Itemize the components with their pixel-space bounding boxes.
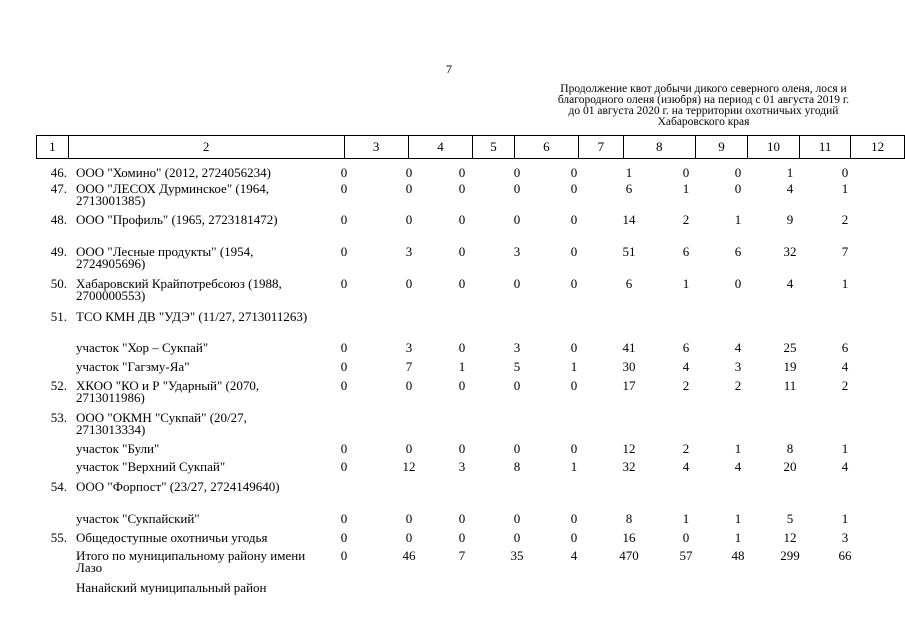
value-cell: 20	[783, 459, 797, 474]
value-cell: 470	[619, 548, 639, 563]
row-name: ООО "Профиль" (1965, 2723181472)	[76, 212, 278, 227]
value-cell: 4	[734, 459, 742, 474]
value-cell: 3	[513, 244, 521, 259]
value-cell: 0	[458, 181, 466, 196]
value-cell: 7	[458, 548, 466, 563]
value-cell: 0	[458, 340, 466, 355]
value-cell: 1	[570, 359, 578, 374]
value-cell: 0	[458, 276, 466, 291]
value-cell: 51	[622, 244, 636, 259]
value-cell: 5	[513, 359, 521, 374]
value-cell: 35	[510, 548, 524, 563]
row-name: участок "Були"	[76, 441, 160, 456]
value-cell: 0	[405, 441, 413, 456]
row-name: Нанайский муниципальный район	[76, 580, 267, 595]
value-cell: 3	[405, 340, 413, 355]
value-cell: 3	[513, 340, 521, 355]
value-cell: 0	[340, 276, 348, 291]
row-name: участок "Гагзму-Яа"	[76, 359, 190, 374]
column-number-cell: 12	[851, 136, 905, 159]
row-name: участок "Хор – Сукпай"	[76, 340, 209, 355]
row-number: 53.	[50, 410, 67, 425]
value-cell: 0	[570, 181, 578, 196]
value-cell: 0	[405, 212, 413, 227]
value-cell: 4	[841, 359, 849, 374]
heading-line: благородного оленя (изюбря) на период с 01 августа 2019 г.	[557, 94, 850, 106]
row-number: 55.	[50, 530, 67, 545]
value-cell: 3	[734, 359, 742, 374]
value-cell: 3	[458, 459, 466, 474]
value-cell: 0	[734, 276, 742, 291]
value-cell: 0	[340, 511, 348, 526]
value-cell: 48	[731, 548, 745, 563]
value-cell: 0	[340, 441, 348, 456]
value-cell: 2	[841, 212, 849, 227]
row-number: 51.	[50, 309, 67, 324]
value-cell: 6	[734, 244, 742, 259]
value-cell: 2	[682, 212, 690, 227]
value-cell: 2	[682, 378, 690, 393]
value-cell: 0	[841, 165, 849, 180]
value-cell: 41	[622, 340, 636, 355]
value-cell: 2	[841, 378, 849, 393]
value-cell: 0	[405, 276, 413, 291]
column-number-cell: 7	[579, 136, 624, 159]
value-cell: 4	[570, 548, 578, 563]
row-name: Общедоступные охотничьи угодья	[76, 530, 268, 545]
value-cell: 0	[734, 165, 742, 180]
value-cell: 0	[458, 212, 466, 227]
value-cell: 0	[458, 244, 466, 259]
value-cell: 0	[513, 511, 521, 526]
row-number: 46.	[50, 165, 67, 180]
value-cell: 57	[679, 548, 693, 563]
value-cell: 0	[340, 244, 348, 259]
column-number-cell: 9	[695, 136, 747, 159]
value-cell: 0	[340, 340, 348, 355]
value-cell: 4	[841, 459, 849, 474]
row-number: 52.	[50, 378, 67, 393]
value-cell: 0	[513, 378, 521, 393]
value-cell: 2	[682, 441, 690, 456]
value-cell: 0	[340, 181, 348, 196]
column-number-cell: 5	[473, 136, 515, 159]
value-cell: 8	[786, 441, 794, 456]
column-number-cell: 8	[623, 136, 695, 159]
value-cell: 1	[734, 212, 742, 227]
column-number-cell: 11	[799, 136, 851, 159]
value-cell: 0	[682, 530, 690, 545]
value-cell: 0	[405, 511, 413, 526]
value-cell: 1	[458, 359, 466, 374]
value-cell: 1	[625, 165, 633, 180]
value-cell: 0	[682, 165, 690, 180]
value-cell: 1	[682, 276, 690, 291]
row-name: участок "Верхний Сукпай"	[76, 459, 226, 474]
value-cell: 0	[458, 530, 466, 545]
value-cell: 9	[786, 212, 794, 227]
value-cell: 0	[570, 530, 578, 545]
row-name: ХКОО "КО и Р "Ударный" (2070, 2713011986)	[76, 378, 260, 405]
column-number-cell: 1	[37, 136, 69, 159]
value-cell: 0	[340, 530, 348, 545]
value-cell: 46	[402, 548, 416, 563]
row-name: ООО "Форпост" (23/27, 2724149640)	[76, 479, 280, 494]
value-cell: 1	[841, 181, 849, 196]
row-name: ТСО КМН ДВ "УДЭ" (11/27, 2713011263)	[76, 309, 308, 324]
value-cell: 1	[734, 511, 742, 526]
value-cell: 0	[458, 378, 466, 393]
value-cell: 30	[622, 359, 636, 374]
value-cell: 1	[786, 165, 794, 180]
column-number-cell: 4	[408, 136, 472, 159]
value-cell: 0	[513, 276, 521, 291]
page-number: 7	[446, 62, 452, 76]
value-cell: 0	[458, 441, 466, 456]
column-number-cell: 6	[514, 136, 578, 159]
row-name: Итого по муниципальному району имени Лазо	[76, 548, 306, 575]
value-cell: 17	[622, 378, 636, 393]
value-cell: 0	[405, 378, 413, 393]
row-name: ООО "ОКМН "Сукпай" (20/27, 2713013334)	[76, 410, 247, 437]
value-cell: 0	[513, 165, 521, 180]
row-number: 47.	[50, 181, 67, 196]
value-cell: 4	[786, 276, 794, 291]
value-cell: 0	[405, 530, 413, 545]
value-cell: 0	[340, 459, 348, 474]
value-cell: 6	[625, 181, 633, 196]
value-cell: 4	[734, 340, 742, 355]
row-name: ООО "ЛЕСОХ Дурминское" (1964, 2713001385)	[76, 181, 269, 208]
value-cell: 2	[734, 378, 742, 393]
value-cell: 1	[682, 511, 690, 526]
value-cell: 66	[838, 548, 852, 563]
value-cell: 32	[622, 459, 636, 474]
row-number: 48.	[50, 212, 67, 227]
value-cell: 32	[783, 244, 797, 259]
value-cell: 3	[841, 530, 849, 545]
value-cell: 6	[682, 244, 690, 259]
value-cell: 0	[405, 165, 413, 180]
value-cell: 3	[405, 244, 413, 259]
value-cell: 0	[458, 511, 466, 526]
value-cell: 0	[734, 181, 742, 196]
row-number: 54.	[50, 479, 67, 494]
value-cell: 0	[570, 276, 578, 291]
value-cell: 19	[783, 359, 797, 374]
value-cell: 0	[513, 530, 521, 545]
value-cell: 14	[622, 212, 636, 227]
column-number-cell: 3	[344, 136, 408, 159]
value-cell: 0	[570, 165, 578, 180]
value-cell: 0	[340, 212, 348, 227]
value-cell: 0	[513, 181, 521, 196]
value-cell: 12	[402, 459, 416, 474]
value-cell: 1	[841, 441, 849, 456]
value-cell: 0	[340, 378, 348, 393]
value-cell: 25	[783, 340, 797, 355]
heading-line: Хабаровского края	[657, 116, 750, 128]
value-cell: 6	[682, 340, 690, 355]
value-cell: 0	[513, 212, 521, 227]
value-cell: 0	[570, 244, 578, 259]
value-cell: 0	[340, 548, 348, 563]
value-cell: 1	[841, 511, 849, 526]
value-cell: 11	[783, 378, 797, 393]
value-cell: 8	[513, 459, 521, 474]
value-cell: 12	[783, 530, 797, 545]
value-cell: 8	[625, 511, 633, 526]
value-cell: 299	[780, 548, 800, 563]
value-cell: 12	[622, 441, 636, 456]
row-name: ООО "Хомино" (2012, 2724056234)	[76, 165, 271, 180]
column-number-cell: 2	[68, 136, 344, 159]
value-cell: 4	[682, 459, 690, 474]
value-cell: 1	[841, 276, 849, 291]
value-cell: 7	[841, 244, 849, 259]
value-cell: 0	[513, 441, 521, 456]
row-number: 49.	[50, 244, 67, 259]
value-cell: 0	[340, 359, 348, 374]
row-name: ООО "Лесные продукты" (1954, 2724905696)	[76, 244, 254, 271]
heading-line: до 01 августа 2020 г. на территории охотничьих угодий	[568, 105, 839, 117]
value-cell: 0	[340, 165, 348, 180]
value-cell: 6	[841, 340, 849, 355]
row-name: Хабаровский Крайпотребсоюз (1988, 2700000553)	[76, 276, 282, 303]
value-cell: 1	[682, 181, 690, 196]
value-cell: 0	[570, 378, 578, 393]
value-cell: 1	[570, 459, 578, 474]
value-cell: 5	[786, 511, 794, 526]
row-name: участок "Сукпайский"	[76, 511, 200, 526]
value-cell: 0	[570, 340, 578, 355]
value-cell: 16	[622, 530, 636, 545]
value-cell: 7	[405, 359, 413, 374]
value-cell: 4	[682, 359, 690, 374]
value-cell: 1	[734, 530, 742, 545]
value-cell: 0	[570, 511, 578, 526]
value-cell: 4	[786, 181, 794, 196]
heading-line: Продолжение квот добычи дикого северного оленя, лося и	[560, 83, 847, 95]
value-cell: 0	[458, 165, 466, 180]
value-cell: 6	[625, 276, 633, 291]
column-number-cell: 10	[748, 136, 800, 159]
value-cell: 0	[405, 181, 413, 196]
value-cell: 0	[570, 212, 578, 227]
row-number: 50.	[50, 276, 67, 291]
value-cell: 1	[734, 441, 742, 456]
value-cell: 0	[570, 441, 578, 456]
